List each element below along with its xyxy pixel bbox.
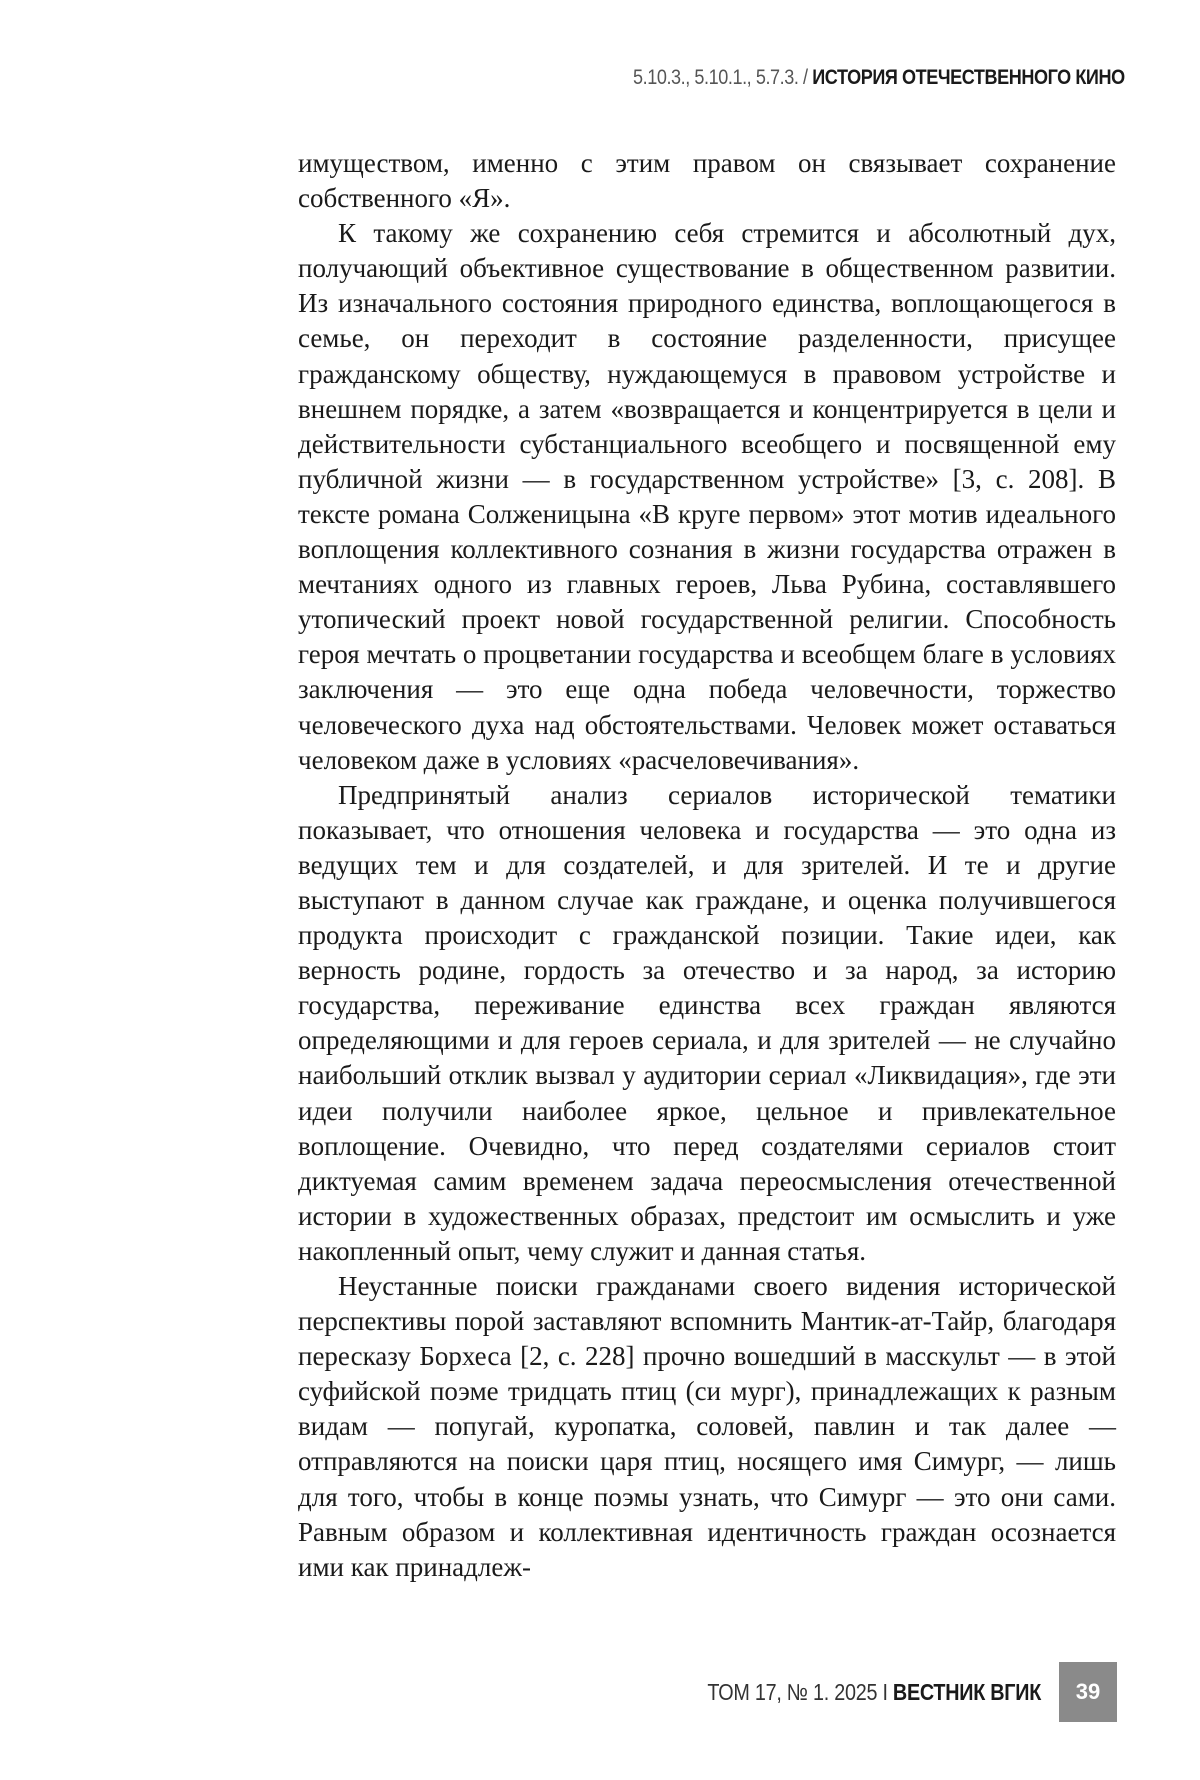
paragraph-simurgh: Неустанные поиски гражданами своего видения исторической перспективы порой заставляют вспомнить Мантик-ат-Тайр, благодаря пересказу Борхеса [2, с. 228] прочно вошедший в масскульт — в этой суфийской поэме тридцать птиц (си мург), принадлежащих к разным видам — попугай, куропатка, соловей, павлин и так далее — отправляются на поиски царя птиц, носящего имя Симург, — лишь для того, чтобы в конце поэмы узнать, что Симург — это они сами. Равным образом и коллективная идентичность граждан осознается ими как принадлеж- bbox=[298, 1269, 1116, 1585]
footer-journal-title: ВЕСТНИК ВГИК bbox=[893, 1679, 1041, 1705]
paragraph-continuation: имуществом, именно с этим правом он связывает сохранение собственного «Я». bbox=[298, 146, 1116, 216]
article-body bbox=[298, 146, 1116, 1585]
page-number: 39 bbox=[1059, 1662, 1117, 1722]
paragraph-absolute-spirit: К такому же сохранению себя стремится и абсолютный дух, получающий объективное существование в общественном развитии. Из изначального состояния природного единства, воплощающегося в семье, он переходит в состояние разделенности, присущее гражданскому обществу, нуждающемуся в правовом устройстве и внешнем порядке, а затем «возвращается и концентрируется в цели и действительности субстанциального всеобщего и посвященной ему публичной жизни — в государственном устройстве» [3, с. 208]. В тексте романа Солженицына «В круге первом» этот мотив идеального воплощения коллективного сознания в жизни государства отражен в мечтаниях одного из главных героев, Льва Рубина, составлявшего утопический проект новой государственной религии. Способность героя мечтать о процветании государства и всеобщем благе в условиях заключения — это еще одна победа человечности, торжество человеческого духа над обстоятельствами. Человек может оставаться человеком даже в условиях «расчеловечивания». bbox=[298, 216, 1116, 778]
footer-volume: ТОМ 17, № 1. 2025 bbox=[707, 1679, 877, 1705]
page-footer bbox=[653, 1662, 1117, 1722]
header-separator: / bbox=[803, 66, 808, 89]
header-codes: 5.10.3., 5.10.1., 5.7.3. bbox=[633, 66, 798, 89]
footer-citation bbox=[707, 1679, 1041, 1706]
footer-separator: I bbox=[882, 1679, 887, 1705]
paragraph-series-analysis: Предпринятый анализ сериалов исторической тематики показывает, что отношения человека и государства — это одна из ведущих тем и для создателей, и для зрителей. И те и другие выступают в данном случае как граждане, и оценка получившегося продукта происходит с гражданской позиции. Такие идеи, как верность родине, гордость за отечество и за народ, за историю государства, переживание единства всех граждан являются определяющими и для героев сериала, и для зрителей — не случайно наибольший отклик вызвал у аудитории сериал «Ликвидация», где эти идеи получили наиболее яркое, цельное и привлекательное воплощение. Очевидно, что перед создателями сериалов стоит диктуемая самим временем задача переосмысления отечественной истории в художественных образах, предстоит им осмыслить и уже накопленный опыт, чему служит и данная статья. bbox=[298, 778, 1116, 1269]
section-title: ИСТОРИЯ ОТЕЧЕСТВЕННОГО КИНО bbox=[813, 66, 1125, 89]
running-header bbox=[633, 66, 1125, 90]
